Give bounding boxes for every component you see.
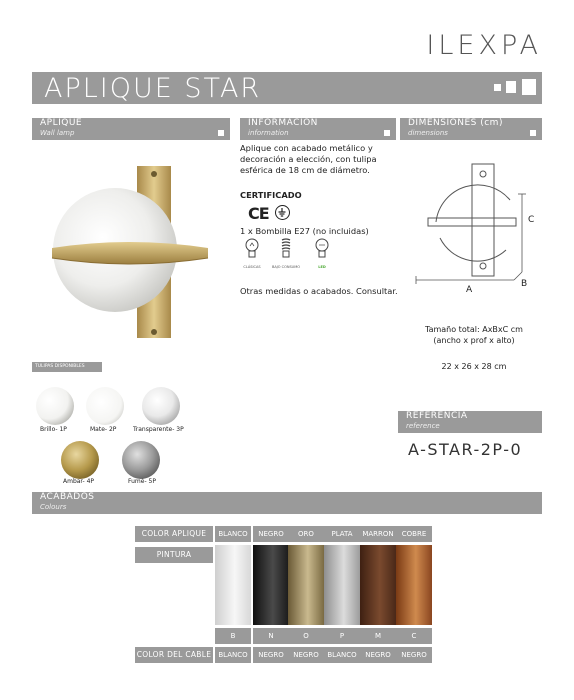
finish-col-negro: NEGRO [253, 526, 289, 542]
cable-color-cobre: NEGRO [396, 647, 432, 663]
incandescent-bulb-icon [245, 238, 259, 260]
swatch-plata [324, 545, 360, 625]
bulb-requirement: 1 x Bombilla E27 (no incluidas) [240, 226, 369, 236]
globe-mate [86, 387, 124, 425]
finish-code-n: N [253, 628, 289, 644]
ce-mark: CE [248, 204, 269, 223]
incandescent-bulb [236, 238, 268, 269]
section-dimensiones-sub: dimensions [408, 129, 448, 137]
globe-transparente [142, 387, 180, 425]
section-square [218, 130, 224, 136]
bulb-caption: CLÁSICAS [243, 265, 261, 269]
bulb-caption: BAJO CONSUMO [271, 265, 301, 269]
globe-caption: Transparente- 3P [133, 426, 184, 433]
finish-col-oro: ORO [288, 526, 324, 542]
product-title: APLIQUE STAR [44, 73, 262, 104]
cable-color-oro: NEGRO [288, 647, 324, 663]
bulb-caption: LED [318, 265, 326, 269]
earth-ground-icon [275, 205, 290, 220]
other-options-text: Otras medidas o acabados. Consultar. [240, 286, 398, 296]
dimension-label-c: C [528, 215, 535, 225]
globe-caption: Ambar- 4P [63, 478, 95, 485]
dimension-label-b: B [521, 279, 528, 289]
decor-square-medium [506, 81, 516, 93]
swatch-oro [288, 545, 324, 625]
finish-code-p: P [324, 628, 360, 644]
decor-square-small [494, 84, 501, 91]
dimension-drawing [404, 150, 544, 300]
section-acabados-sub: Colours [40, 503, 67, 511]
certificado-label: CERTIFICADO [240, 190, 302, 200]
cable-color-negro: NEGRO [253, 647, 289, 663]
swatch-blanco [215, 545, 251, 625]
section-referencia-label: REFERENCIA [406, 411, 468, 421]
globe-brillo [36, 387, 74, 425]
dimension-total-line2: (ancho x prof x alto) [433, 336, 515, 345]
section-referencia [398, 411, 542, 433]
globe-ambar [61, 441, 99, 479]
section-informacion-sub: information [248, 129, 289, 137]
dimension-total [404, 324, 544, 346]
finish-col-cobre: COBRE [396, 526, 432, 542]
reference-code: A-STAR-2P-0 [408, 440, 523, 459]
globe-caption: Brillo- 1P [40, 426, 67, 433]
cfl-bulb [270, 238, 302, 269]
cable-color-plata: BLANCO [324, 647, 360, 663]
dimension-total-line1: Tamaño total: AxBxC cm [425, 325, 523, 334]
section-aplique-label: APLIQUE [40, 118, 83, 128]
cable-color-marron: NEGRO [360, 647, 396, 663]
globe-caption: Fumé- 5P [128, 478, 156, 485]
led-bulb-icon [315, 238, 329, 260]
section-acabados [32, 492, 542, 514]
tulipas-label: TULIPAS DISPONIBLES [32, 362, 102, 372]
swatch-cobre [396, 545, 432, 625]
decor-square-large [522, 79, 536, 95]
finish-code-b: B [215, 628, 251, 644]
swatch-negro [253, 545, 289, 625]
finish-code-c: C [396, 628, 432, 644]
section-dimensiones [400, 118, 542, 140]
section-square [530, 130, 536, 136]
finish-col-marron: MARRON [360, 526, 396, 542]
description-text: Aplique con acabado metálico y decoración a elección, con tulipa esférica de 18 cm de diámetro. [240, 143, 377, 175]
section-referencia-sub: reference [406, 422, 440, 430]
cfl-bulb-icon [279, 238, 293, 260]
globe-caption: Mate- 2P [90, 426, 117, 433]
section-acabados-label: ACABADOS [40, 492, 95, 502]
product-title-bar [32, 72, 542, 104]
dimension-label-a: A [466, 285, 473, 295]
row-label-color-aplique: COLOR APLIQUE [135, 526, 213, 542]
finish-code-m: M [360, 628, 396, 644]
cable-color-blanco: BLANCO [215, 647, 251, 663]
section-informacion [240, 118, 396, 140]
bulb-types [236, 238, 346, 278]
finish-col-plata: PLATA [324, 526, 360, 542]
row-label-pintura: PINTURA [135, 547, 213, 563]
section-aplique-sub: Wall lamp [40, 129, 75, 137]
led-bulb [306, 238, 338, 269]
swatch-marron [360, 545, 396, 625]
section-dimensiones-label: DIMENSIONES (cm) [408, 118, 503, 128]
row-label-color-cable: COLOR DEL CABLE [135, 647, 213, 663]
product-image [40, 160, 230, 350]
globe-samples [30, 378, 230, 488]
section-square [384, 130, 390, 136]
globe-fume [122, 441, 160, 479]
dimension-size: 22 x 26 x 28 cm [441, 362, 507, 371]
section-aplique [32, 118, 230, 140]
section-informacion-label: INFORMACIÓN [248, 118, 318, 128]
brand-logo: ILEXPA [426, 30, 542, 61]
finish-code-o: O [288, 628, 324, 644]
finish-col-blanco: BLANCO [215, 526, 251, 542]
